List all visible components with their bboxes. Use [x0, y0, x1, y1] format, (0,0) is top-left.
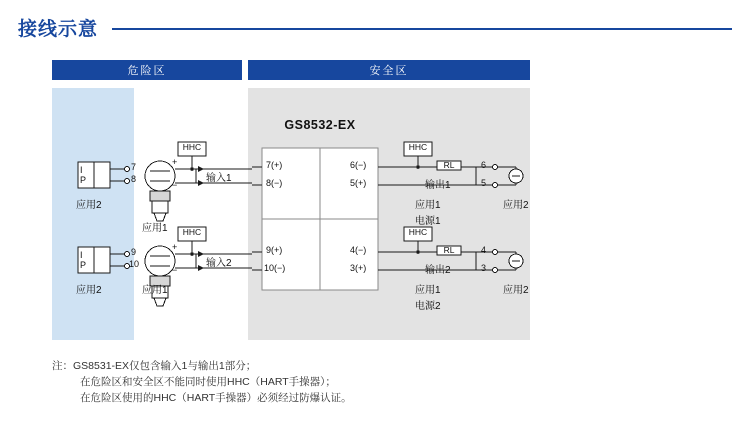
app2-hazard-2-label: 应用2 — [76, 285, 102, 296]
power2-label: 电源2 — [415, 301, 441, 312]
pin-7-label: 7 — [131, 162, 137, 172]
terminal-7p-label: 7(+) — [266, 160, 283, 170]
meter2-p-label: P — [80, 260, 87, 270]
output2-label: 输出2 — [425, 265, 451, 276]
pin-8-label: 8 — [131, 174, 137, 184]
device-model-label: GS8532-EX — [284, 118, 356, 132]
meter2-i-label: I — [80, 250, 83, 260]
terminal-9p-label: 9(+) — [266, 245, 283, 255]
input2-label: 输入2 — [206, 258, 232, 269]
diagram-notes — [52, 358, 652, 406]
tx2-plus-label: + — [172, 242, 178, 252]
app1-hazard-2-label: 应用1 — [142, 285, 168, 296]
terminal-3p-label: 3(+) — [350, 263, 367, 273]
danger-zone-header: 危险区 — [52, 60, 242, 80]
pin-5-right-label: 5 — [481, 178, 487, 188]
app1-safe-label: 应用1 — [415, 200, 441, 211]
pin-10-label: 10 — [129, 259, 140, 269]
hhc-safe-1-label: HHC — [408, 142, 428, 152]
terminal-4n-label: 4(−) — [350, 245, 367, 255]
hhc-hazardous-2-label: HHC — [182, 227, 202, 237]
meter1-i-label: I — [80, 165, 83, 175]
app2-safe-2-label: 应用2 — [503, 285, 529, 296]
page-title: 接线示意 — [18, 19, 99, 40]
terminal-5p-label: 5(+) — [350, 178, 367, 188]
tx1-plus-label: + — [172, 157, 178, 167]
terminal-10n-label: 10(−) — [264, 263, 286, 273]
app1-safe-2-label: 应用1 — [415, 285, 441, 296]
rl-2-label: RL — [443, 245, 455, 255]
note-line-2: 在危险区和安全区不能同时使用HHC（HART手操器）； — [80, 376, 336, 388]
terminal-8n-label: 8(−) — [266, 178, 283, 188]
pin-9-label: 9 — [131, 247, 137, 257]
tx1-minus-label: − — [172, 180, 178, 190]
terminal-6n-label: 6(−) — [350, 160, 367, 170]
rl-1-label: RL — [443, 160, 455, 170]
input1-label: 输入1 — [206, 173, 232, 184]
note-line-3: 在危险区使用的HHC（HART手操器）必须经过防爆认证。 — [80, 392, 352, 404]
app1-hazard-label: 应用1 — [142, 223, 168, 234]
pin-3-right-label: 3 — [481, 263, 487, 273]
pin-4-right-label: 4 — [481, 245, 487, 255]
pin-6-right-label: 6 — [481, 160, 487, 170]
hhc-hazardous-1-label: HHC — [182, 142, 202, 152]
tx2-minus-label: − — [172, 265, 178, 275]
output1-label: 输出1 — [425, 180, 451, 191]
hhc-safe-2-label: HHC — [408, 227, 428, 237]
power1-label: 电源1 — [415, 216, 441, 227]
safe-zone-header: 安全区 — [248, 60, 530, 80]
app2-hazard-label: 应用2 — [76, 200, 102, 211]
note-line-1: 注：GS8531-EX仅包含输入1与输出1部分； — [52, 360, 257, 372]
app2-safe-label: 应用2 — [503, 200, 529, 211]
meter1-p-label: P — [80, 175, 87, 185]
